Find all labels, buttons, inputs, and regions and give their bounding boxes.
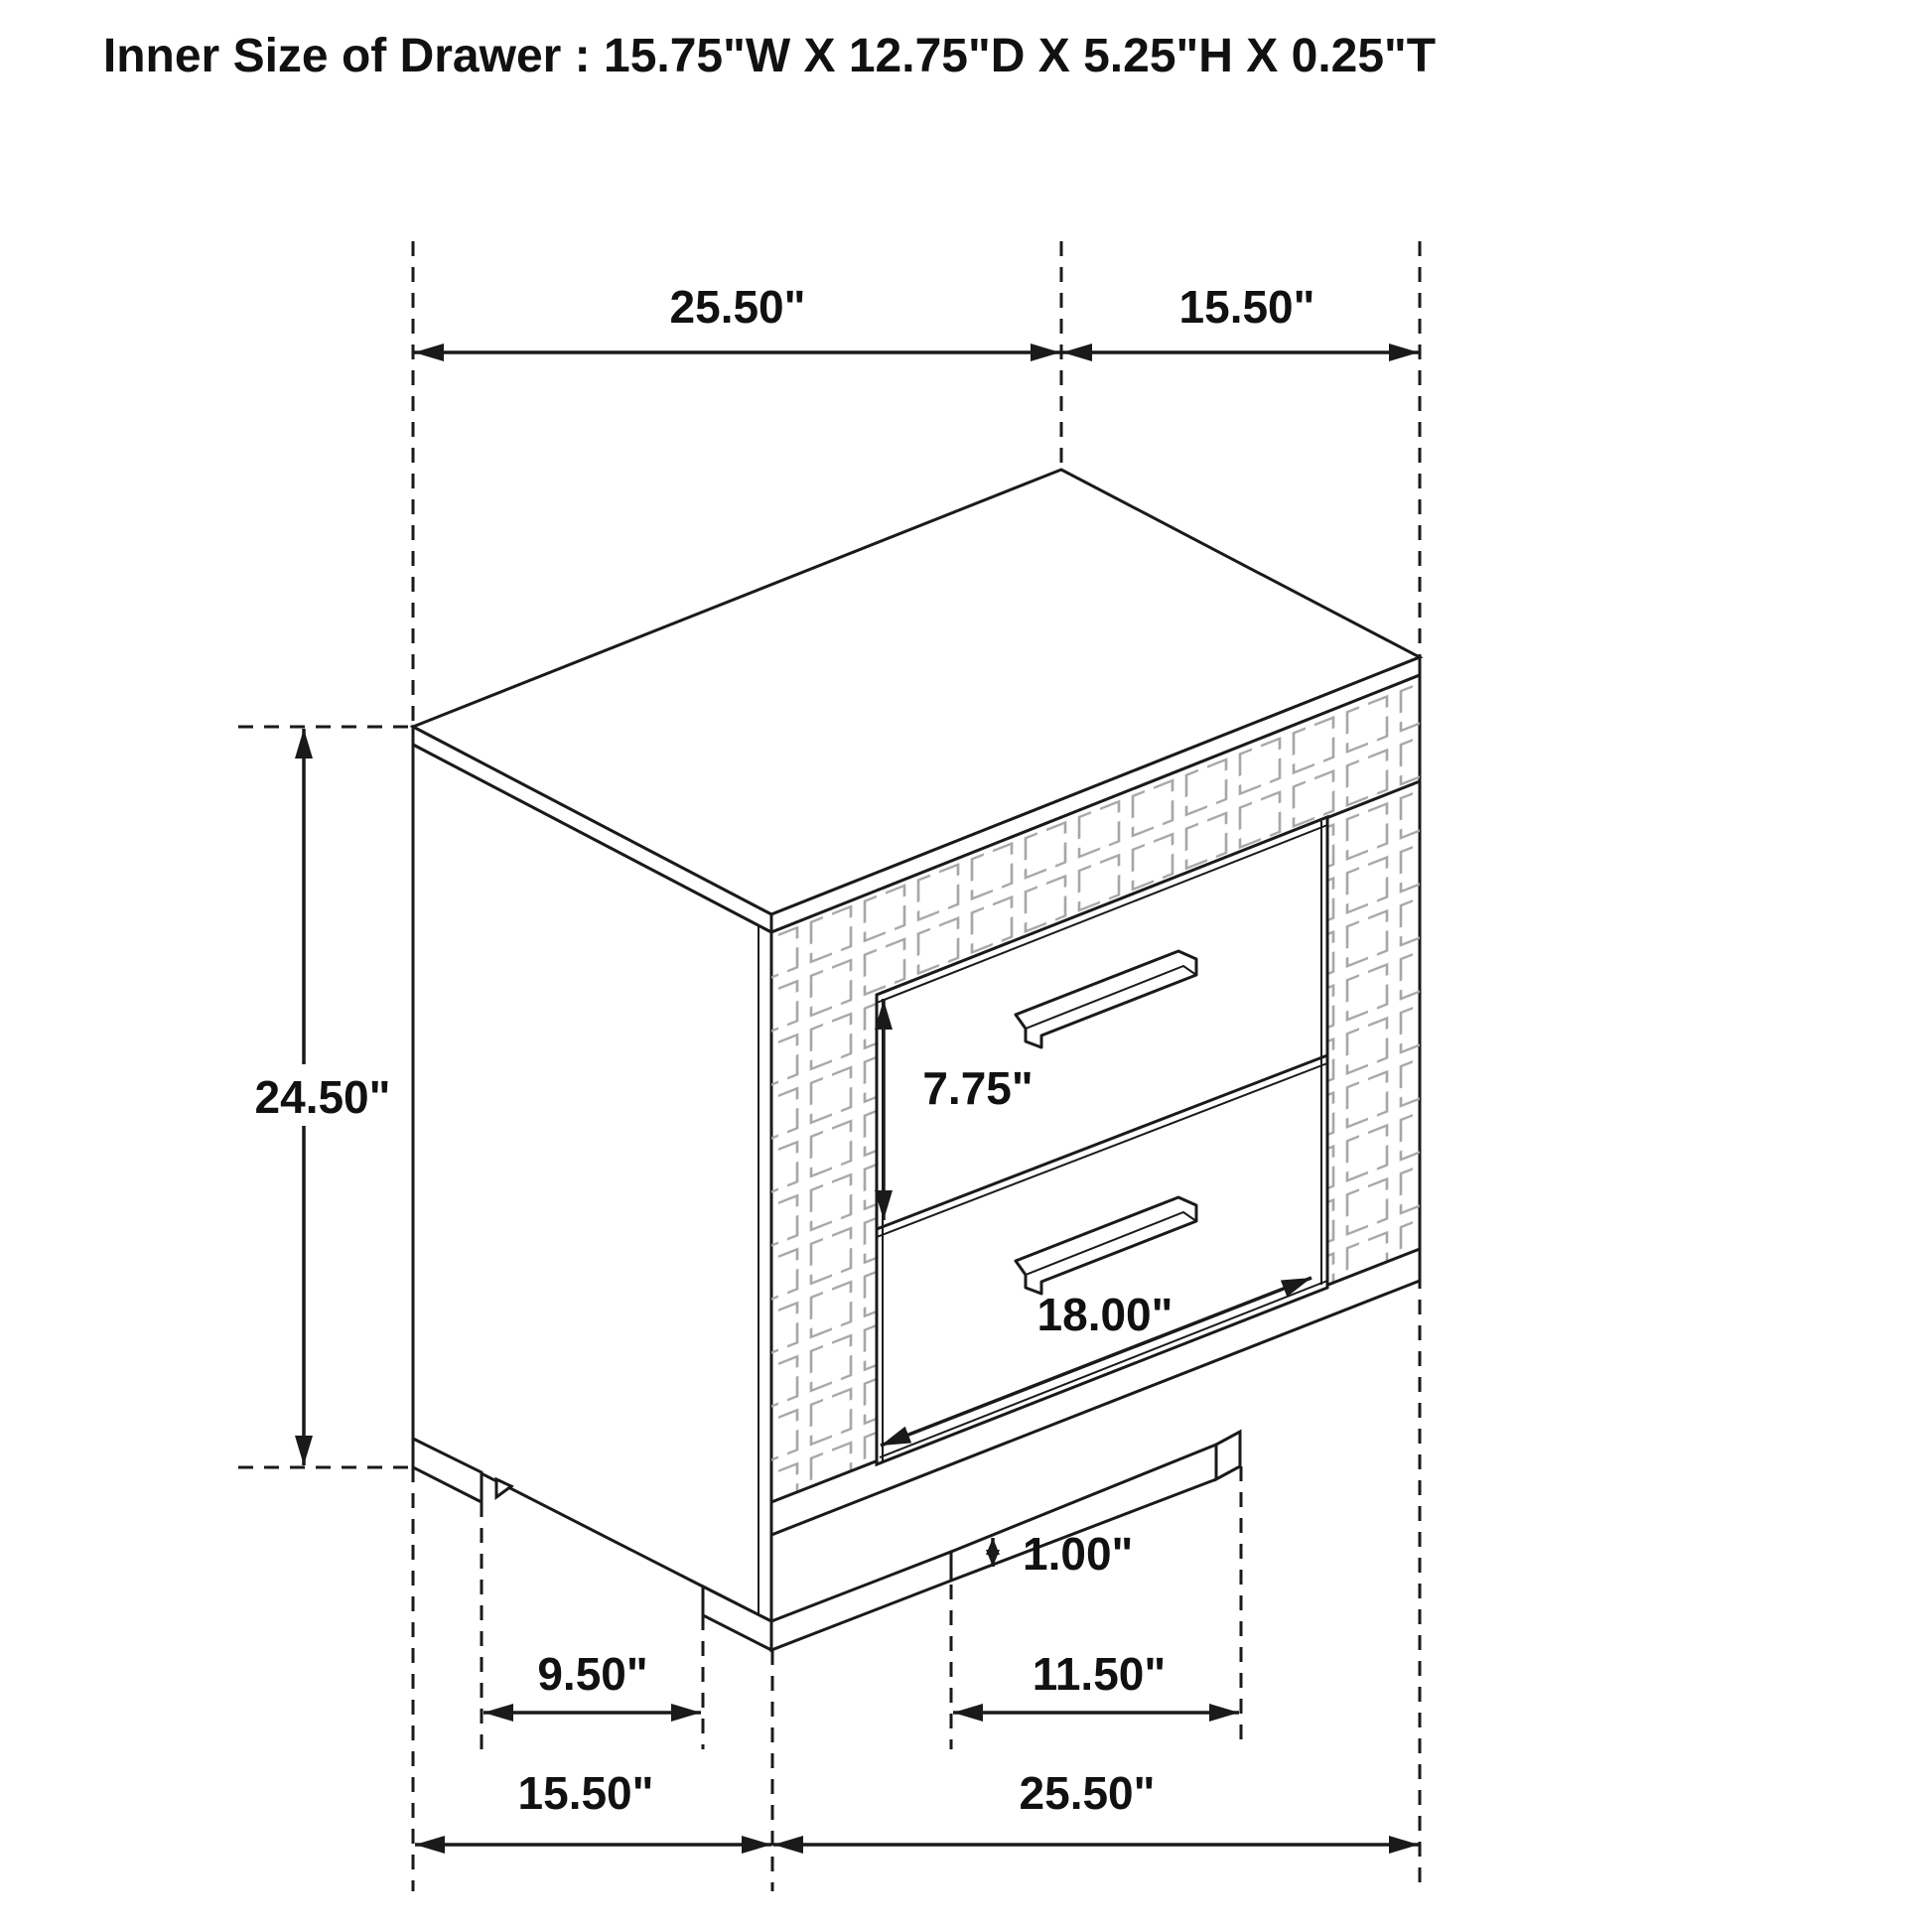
dim-toe-kick-height-label: 1.00"	[1023, 1528, 1134, 1580]
dim-top-width-label: 25.50"	[669, 281, 806, 333]
dim-overall-height-label: 24.50"	[254, 1071, 391, 1123]
dim-drawer-width-label: 18.00"	[1036, 1289, 1173, 1340]
dim-front-leg-spacing-label: 11.50"	[1032, 1648, 1167, 1700]
page-title: Inner Size of Drawer : 15.75"W X 12.75"D X 5.25"H X 0.25"T	[102, 30, 1437, 82]
dim-bottom-width-label: 25.50"	[1019, 1767, 1156, 1819]
dim-bottom-depth-label: 15.50"	[517, 1767, 654, 1819]
dim-top-depth-label: 15.50"	[1178, 281, 1315, 333]
dim-drawer-front-height-label: 7.75"	[922, 1062, 1034, 1114]
dim-side-leg-spacing-label: 9.50"	[537, 1648, 648, 1700]
